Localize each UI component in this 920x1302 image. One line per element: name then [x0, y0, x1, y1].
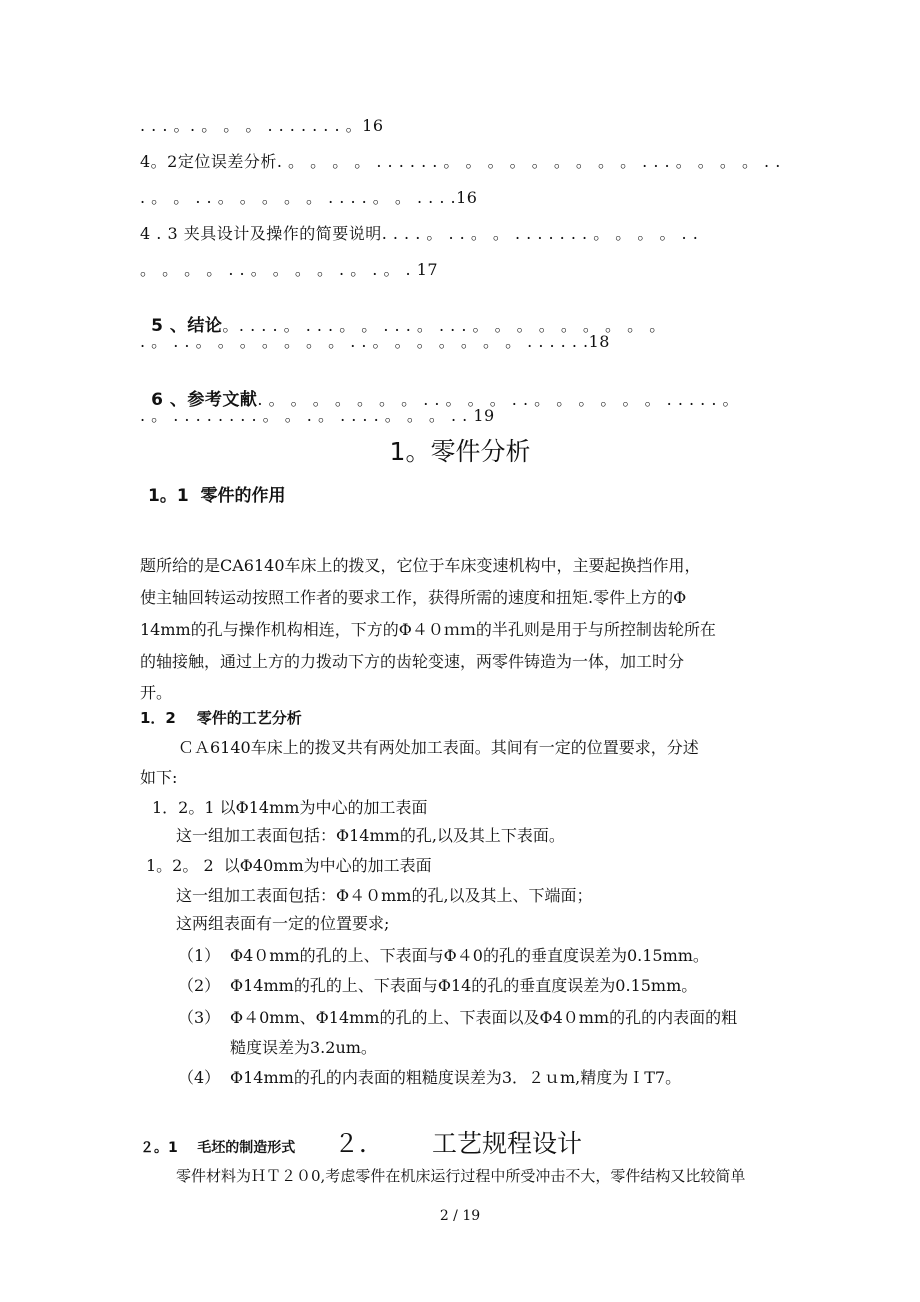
- paragraph-line: 题所给的是CA6140车床上的拨叉，它位于车床变速机构中，主要起换挡作用，: [140, 556, 701, 575]
- toc-dots: . 。 。 。 。 。 。 。 . . 。 。 。 . . 。 。 。 。 。 。 . . . . . 。: [257, 390, 740, 409]
- item-body: 这两组表面有一定的位置要求;: [176, 914, 390, 933]
- paragraph-line: 开。: [140, 683, 173, 702]
- item-heading: 1。2。 2 以Φ40mm为中心的加工表面: [146, 856, 432, 875]
- toc-entry-6[interactable]: [140, 370, 739, 410]
- subsection-title: 1。1 零件的作用: [148, 486, 286, 506]
- requirement-text: Φ4０mm的孔的上、下表面与Φ４0的孔的垂直度误差为0.15mm。: [230, 946, 709, 965]
- paragraph-line: 使主轴回转运动按照工作者的要求工作，获得所需的速度和扭矩.零件上方的Φ: [140, 588, 687, 607]
- item-heading: 1．2。1 以Φ14mm为中心的加工表面: [152, 798, 428, 817]
- paragraph-line: 14mm的孔与操作机构相连，下方的Φ４０ｍｍ的半孔则是用于与所控制齿轮所在: [140, 620, 716, 639]
- section-title-text: 工艺规程设计: [431, 1129, 582, 1158]
- subsection-title: 1．2 零件的工艺分析: [140, 709, 302, 727]
- section-title: 1。零件分析: [389, 437, 531, 466]
- requirement-number: （3）: [178, 1008, 221, 1027]
- requirement-number: （1）: [178, 946, 221, 965]
- requirement-text: Φ４0mm、Φ14mm的孔的上、下表面以及Φ4０mm的孔的内表面的粗: [230, 1008, 738, 1027]
- paragraph-line: ＣＡ6140车床上的拨叉共有两处加工表面。其间有一定的位置要求，分述: [178, 738, 699, 757]
- requirement-text: Φ14mm的孔的上、下表面与Φ14的孔的垂直度误差为0.15mm。: [230, 976, 698, 995]
- item-body: 这一组加工表面包括：Φ14mm的孔,以及其上下表面。: [176, 826, 565, 845]
- toc-line[interactable]: 。 。 。 。 . . 。 。 。 。 . 。 . 。 . 17: [140, 260, 439, 279]
- toc-entry-4-3[interactable]: 4 . 3 夹具设计及操作的简要说明. . . . 。 . . 。 。 . . . . . . . 。 。 。 。 . .: [140, 224, 699, 243]
- section-title: [0, 1096, 910, 1160]
- paragraph-line: 的轴接触，通过上方的力拨动下方的齿轮变速，两零件铸造为一体，加工时分: [140, 652, 685, 671]
- item-body: 这一组加工表面包括：Φ４０mm的孔,以及其上、下端面；: [176, 886, 593, 905]
- subsection-title: ２。1 毛坯的制造形式: [140, 1140, 296, 1156]
- requirement-number: （4）: [178, 1068, 221, 1087]
- section-number: ２．: [333, 1129, 384, 1158]
- toc-line[interactable]: . 。 . . . . . . . . 。 。 . 。 . . . . 。 。 。 . . 19: [140, 406, 495, 425]
- toc-entry-5[interactable]: [140, 296, 666, 336]
- toc-line[interactable]: . 。 . . 。 。 。 。 。 。 。 . . 。 。 。 。 。 。 。 . . . . . .18: [140, 332, 610, 351]
- paragraph-line: 零件材料为ＨＴ２０0,考虑零件在机床运行过程中所受冲击不大，零件结构又比较简单: [176, 1167, 746, 1185]
- toc-dots: 。. . . . 。 . . . 。 。 . . . 。 . . . 。 。 。 。 。 。 。 。 。: [222, 316, 666, 335]
- toc-entry-4-2[interactable]: 4。2定位误差分析. 。 。 。 。 . . . . . . 。 。 。 。 。 。 。 。 。 . . . 。 。 。 。 . .: [140, 152, 781, 171]
- requirement-text: 糙度误差为3.2um。: [230, 1038, 377, 1057]
- toc-line[interactable]: . . . 。. 。 。 。 . . . . . . . 。16: [140, 116, 384, 135]
- paragraph-line: 如下:: [140, 768, 178, 787]
- page-number: 2 / 19: [439, 1208, 481, 1224]
- requirement-text: Φ14mm的孔的内表面的粗糙度误差为3．２ｕm,精度为ＩT7。: [230, 1068, 682, 1087]
- toc-heading: 5 、结论: [151, 316, 223, 336]
- toc-heading: 6 、参考文献: [151, 390, 258, 410]
- requirement-number: （2）: [178, 976, 221, 995]
- toc-line[interactable]: . 。 。 . . 。 。 。 。 。 . . . . 。 。 . . . .16: [140, 188, 478, 207]
